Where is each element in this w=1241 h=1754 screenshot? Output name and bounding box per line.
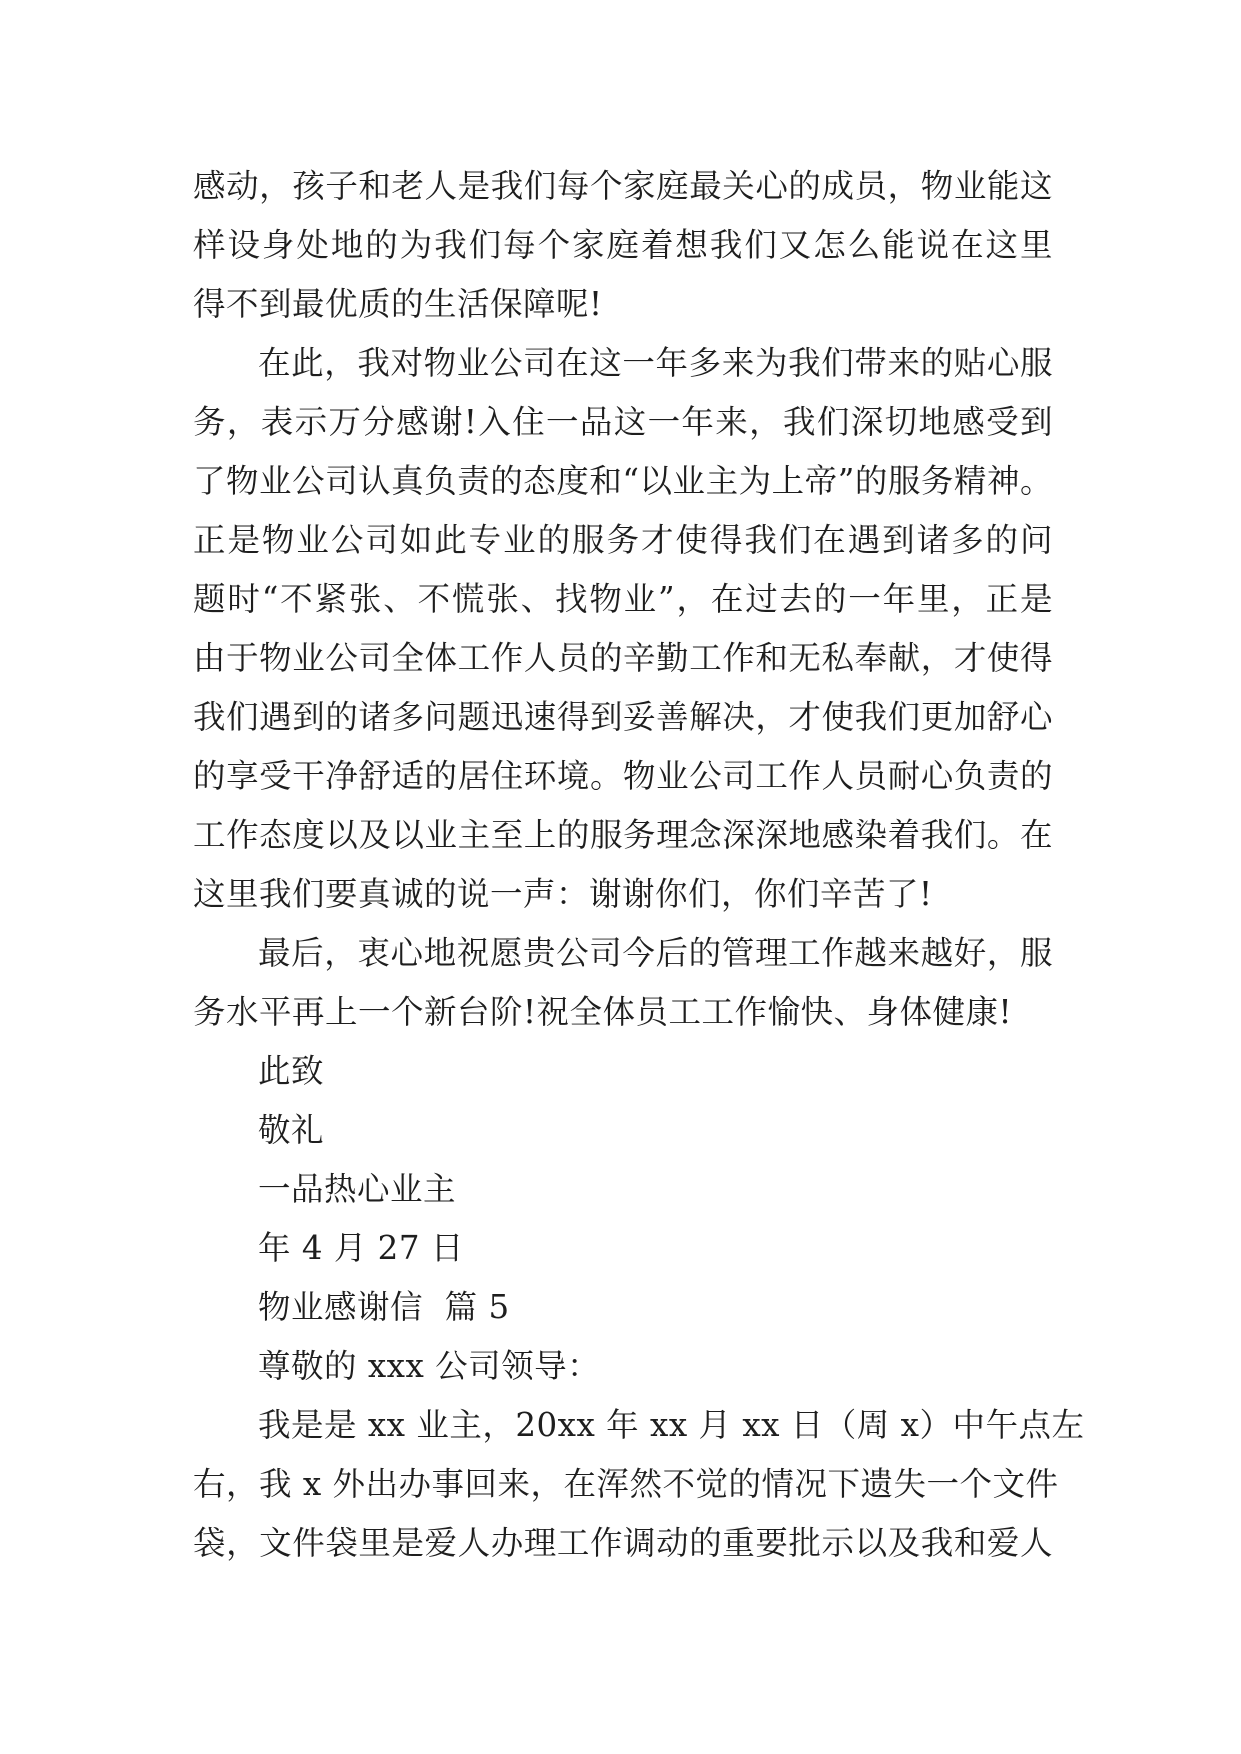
paragraph-line: 我们遇到的诸多问题迅速得到妥善解决，才使我们更加舒心 xyxy=(193,698,1053,736)
paragraph-line: 由于物业公司全体工作人员的辛勤工作和无私奉献，才使得 xyxy=(193,639,1053,677)
closing-salutation-1: 此致 xyxy=(258,1052,325,1090)
letter-date: 年 4 月 27 日 xyxy=(258,1229,464,1267)
paragraph-line: 这里我们要真诚的说一声：谢谢你们，你们辛苦了! xyxy=(193,875,933,913)
paragraph-line: 最后，衷心地祝愿贵公司今后的管理工作越来越好，服 xyxy=(258,934,1053,972)
paragraph-3 xyxy=(193,924,1053,1042)
paragraph-line: 得不到最优质的生活保障呢! xyxy=(193,285,603,323)
letter-greeting: 尊敬的 xxx 公司领导： xyxy=(258,1347,601,1385)
paragraph-1 xyxy=(193,157,1053,334)
paragraph-line: 务水平再上一个新台阶!祝全体员工工作愉快、身体健康! xyxy=(193,993,1013,1031)
signature: 一品热心业主 xyxy=(258,1170,457,1208)
paragraph-line: 的享受干净舒适的居住环境。物业公司工作人员耐心负责的 xyxy=(193,757,1053,795)
paragraph-line: 感动，孩子和老人是我们每个家庭最关心的成员，物业能这 xyxy=(193,167,1053,205)
paragraph-line: 了物业公司认真负责的态度和“以业主为上帝”的服务精神。 xyxy=(193,462,1053,500)
paragraph-line: 在此，我对物业公司在这一年多来为我们带来的贴心服 xyxy=(258,344,1053,382)
document-body xyxy=(193,157,1085,1573)
closing-salutation-2: 敬礼 xyxy=(258,1111,325,1149)
section-heading: 物业感谢信 篇 5 xyxy=(258,1288,510,1326)
paragraph-line: 袋，文件袋里是爱人办理工作调动的重要批示以及我和爱人 xyxy=(193,1524,1053,1562)
paragraph-line: 我是是 xx 业主，20xx 年 xx 月 xx 日（周 x）中午点左 xyxy=(258,1406,1085,1444)
paragraph-line: 工作态度以及以业主至上的服务理念深深地感染着我们。在 xyxy=(193,816,1053,854)
paragraph-4 xyxy=(193,1396,1085,1573)
paragraph-line: 正是物业公司如此专业的服务才使得我们在遇到诸多的问 xyxy=(193,521,1053,559)
paragraph-line: 务，表示万分感谢!入住一品这一年来，我们深切地感受到 xyxy=(193,403,1053,441)
paragraph-line: 样设身处地的为我们每个家庭着想我们又怎么能说在这里 xyxy=(193,226,1053,264)
paragraph-line: 题时“不紧张、不慌张、找物业”，在过去的一年里，正是 xyxy=(193,580,1053,618)
paragraph-2 xyxy=(193,334,1053,924)
paragraph-line: 右，我 x 外出办事回来，在浑然不觉的情况下遗失一个文件 xyxy=(193,1465,1059,1503)
